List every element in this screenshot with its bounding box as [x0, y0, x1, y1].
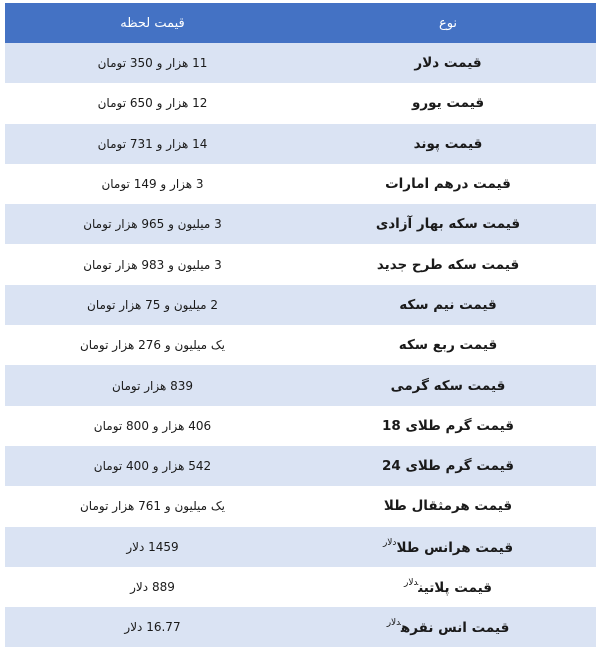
type-label: قیمت گرم طلای 18	[381, 417, 515, 434]
type-label: قیمت سکه گرمی	[390, 377, 506, 394]
unit-superscript: دلار	[386, 618, 401, 629]
type-label: قیمت هرانس طلا	[396, 539, 514, 556]
table-row	[5, 567, 596, 607]
type-label: قیمت یورو	[411, 95, 485, 112]
type-label: قیمت انس نقره	[400, 620, 510, 637]
type-cell	[300, 406, 596, 446]
type-label: قیمت درهم امارات	[385, 176, 511, 193]
table-row	[5, 446, 596, 486]
price-cell: 406 هزار و 800 تومان	[5, 406, 300, 446]
header-price: قیمت لحظه	[5, 3, 300, 43]
header-type: نوع	[300, 3, 596, 43]
type-label: قیمت نیم سکه	[399, 296, 497, 313]
type-cell	[300, 83, 596, 123]
type-cell	[300, 446, 596, 486]
type-cell	[300, 365, 596, 405]
type-label: قیمت دلار	[414, 55, 482, 72]
price-table	[5, 3, 596, 647]
price-cell: 3 هزار و 149 تومان	[5, 164, 300, 204]
table-header-row	[5, 3, 596, 43]
type-cell	[300, 567, 596, 607]
table-row	[5, 83, 596, 123]
type-label: قیمت سکه طرح جدید	[376, 256, 520, 273]
table-row	[5, 325, 596, 365]
price-table-container	[5, 3, 596, 647]
price-cell: 542 هزار و 400 تومان	[5, 446, 300, 486]
type-label: قیمت سکه بهار آزادی	[375, 216, 521, 233]
table-row	[5, 527, 596, 567]
table-row	[5, 124, 596, 164]
unit-superscript: دلار	[382, 537, 397, 548]
type-cell	[300, 164, 596, 204]
type-cell	[300, 124, 596, 164]
type-cell	[300, 244, 596, 284]
price-cell: 14 هزار و 731 تومان	[5, 124, 300, 164]
type-label: قیمت ربع سکه	[398, 337, 498, 354]
unit-superscript: دلار	[403, 578, 419, 588]
type-label: قیمت هرمثقال طلا	[383, 498, 513, 515]
table-row	[5, 244, 596, 284]
price-cell: 1459 دلار	[5, 527, 300, 567]
type-cell	[300, 325, 596, 365]
table-row	[5, 164, 596, 204]
price-cell: 11 هزار و 350 تومان	[5, 43, 300, 83]
type-cell	[300, 285, 596, 325]
type-cell	[300, 607, 596, 647]
price-cell: 889 دلار	[5, 567, 300, 607]
type-cell	[300, 486, 596, 526]
type-cell	[300, 204, 596, 244]
type-label: قیمت پوند	[413, 135, 483, 152]
table-row	[5, 285, 596, 325]
type-cell	[300, 527, 596, 567]
price-cell: 3 میلیون و 983 هزار تومان	[5, 244, 300, 284]
price-cell: 12 هزار و 650 تومان	[5, 83, 300, 123]
table-row	[5, 43, 596, 83]
table-row	[5, 406, 596, 446]
price-cell: 3 میلیون و 965 هزار تومان	[5, 204, 300, 244]
price-cell: یک میلیون و 761 هزار تومان	[5, 486, 300, 526]
type-label: قیمت پلاتین	[418, 580, 492, 596]
price-cell: 16.77 دلار	[5, 607, 300, 647]
table-row	[5, 607, 596, 647]
price-cell: 2 میلیون و 75 هزار تومان	[5, 285, 300, 325]
type-label: قیمت گرم طلای 24	[381, 458, 515, 475]
type-cell	[300, 43, 596, 83]
table-row	[5, 204, 596, 244]
table-row	[5, 486, 596, 526]
table-row	[5, 365, 596, 405]
price-cell: یک میلیون و 276 هزار تومان	[5, 325, 300, 365]
price-cell: 839 هزار تومان	[5, 365, 300, 405]
